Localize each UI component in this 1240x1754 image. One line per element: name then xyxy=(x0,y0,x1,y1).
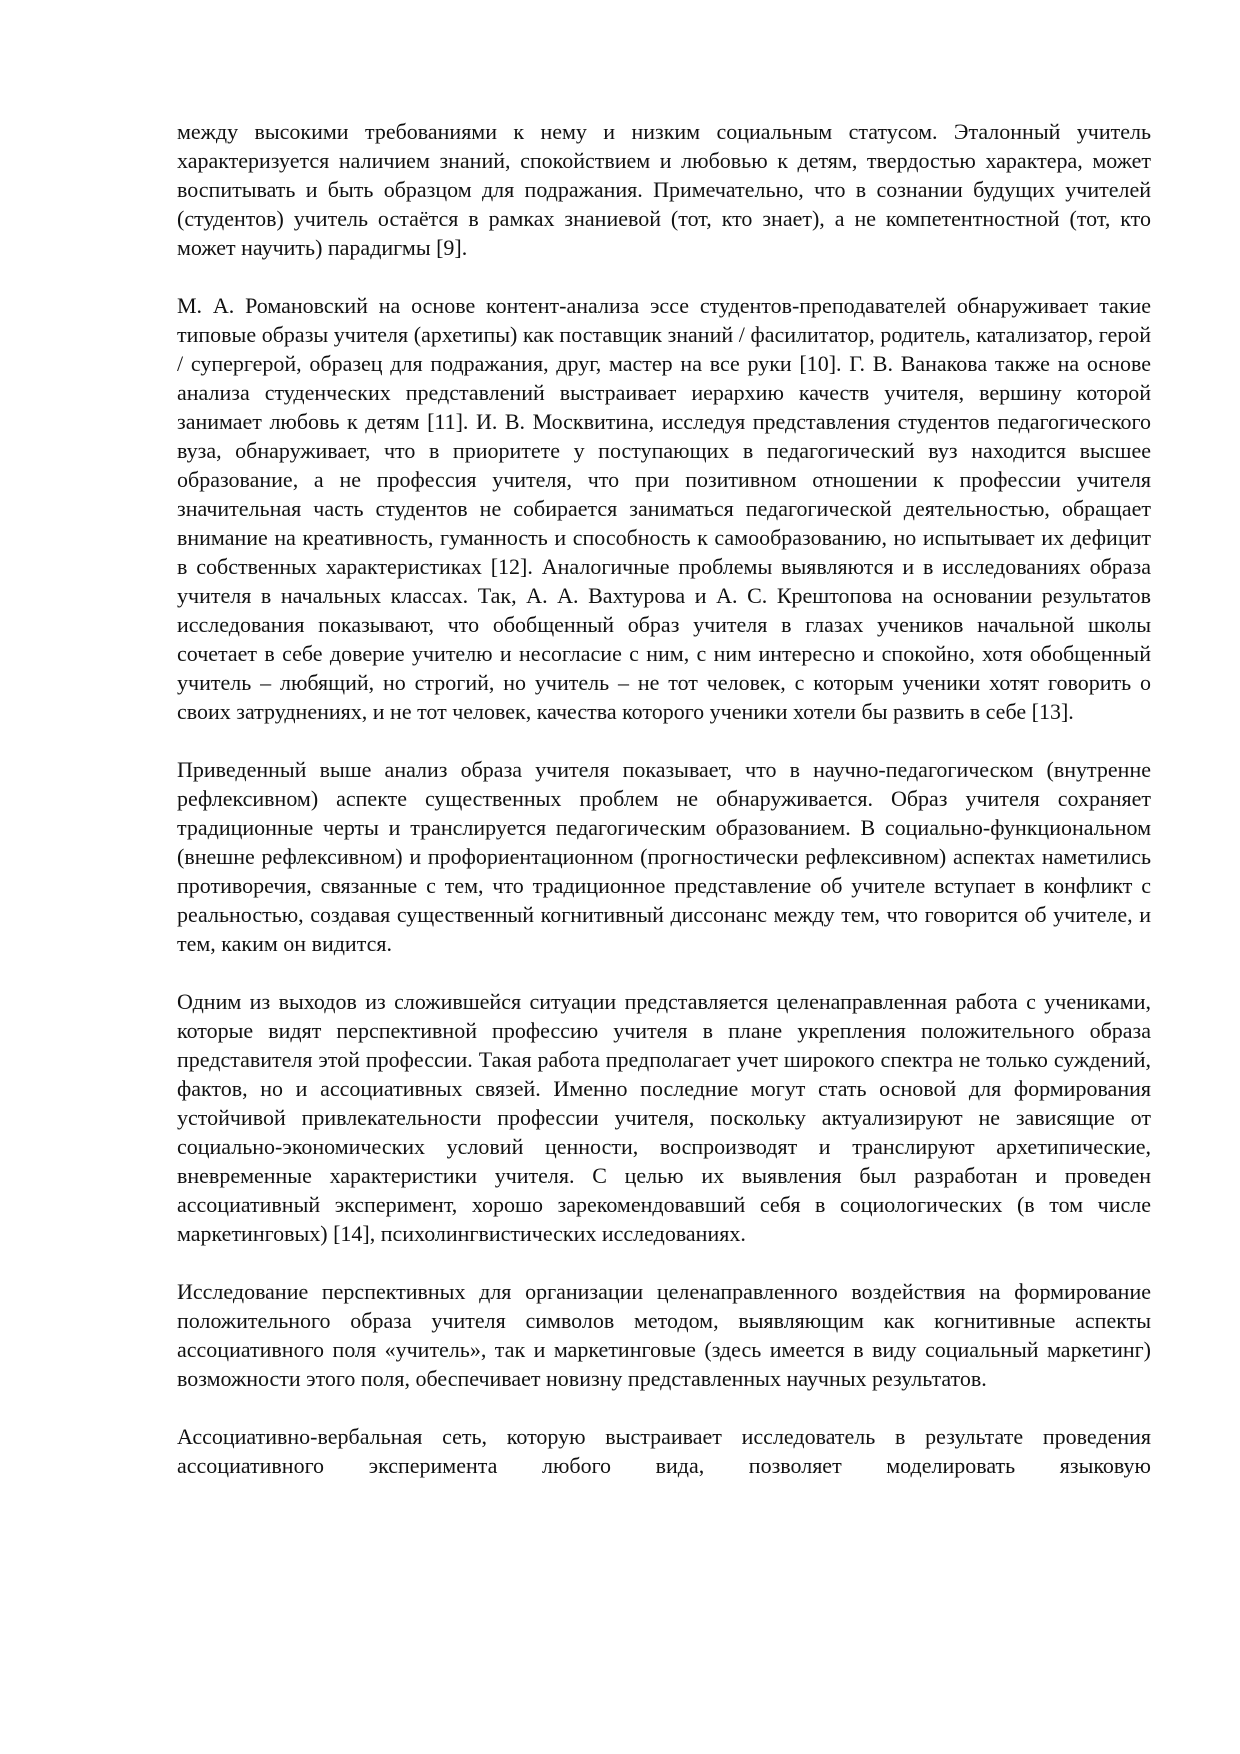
paragraph-5: Исследование перспективных для организации целенаправленного воздействия на формирование положительного образа учителя символов методом, выявляющим как когнитивные аспекты ассоциативного поля «учитель», так и маркетинговые (здесь имеется в виду социальный маркетинг) возможности этого поля, обеспечивает новизну представленных научных результатов. xyxy=(177,1279,1151,1391)
paragraph-2: М. А. Романовский на основе контент-анализа эссе студентов-преподавателей обнаруживает такие типовые образы учителя (архетипы) как поставщик знаний / фасилитатор, родитель, катализатор, герой / супергерой, образец для подражания, друг, мастер на все руки [10]. Г. В. Ванакова также на основе анализа студенческих представлений выстраивает иерархию качеств учителя, вершину которой занимает любовь к детям [11]. И. В. Москвитина, исследуя представления студентов педагогического вуза, обнаруживает, что в приоритете у поступающих в педагогический вуз находится высшее образование, а не профессия учителя, что при позитивном отношении к профессии учителя значительная часть студентов не собирается заниматься педагогической деятельностью, обращает внимание на креативность, гуманность и способность к самообразованию, но испытывает их дефицит в собственных характеристиках [12]. Аналогичные проблемы выявляются и в исследованиях образа учителя в начальных классах. Так, А. А. Вахтурова и А. С. Крештопова на основании результатов исследования показывают, что обобщенный образ учителя в глазах учеников начальной школы сочетает в себе доверие учителю и несогласие с ним, с ним интересно и спокойно, хотя обобщенный учитель – любящий, но строгий, но учитель – не тот человек, с которым ученики хотят говорить о своих затруднениях, и не тот человек, качества которого ученики хотели бы развить в себе [13]. xyxy=(177,293,1151,724)
document-page xyxy=(177,117,1151,1480)
paragraph-3: Приведенный выше анализ образа учителя показывает, что в научно-педагогическом (внутренне рефлексивном) аспекте существенных проблем не обнаруживается. Образ учителя сохраняет традиционные черты и транслируется педагогическим образованием. В социально-функциональном (внешне рефлексивном) и профориентационном (прогностически рефлексивном) аспектах наметились противоречия, связанные с тем, что традиционное представление об учителе вступает в конфликт с реальностью, создавая существенный когнитивный диссонанс между тем, что говорится об учителе, и тем, каким он видится. xyxy=(177,757,1151,956)
paragraph-4: Одним из выходов из сложившейся ситуации представляется целенаправленная работа с учениками, которые видят перспективной профессию учителя в плане укрепления положительного образа представителя этой профессии. Такая работа предполагает учет широкого спектра не только суждений, фактов, но и ассоциативных связей. Именно последние могут стать основой для формирования устойчивой привлекательности профессии учителя, поскольку актуализируют не зависящие от социально-экономических условий ценности, воспроизводят и транслируют архетипические, вневременные характеристики учителя. С целью их выявления был разработан и проведен ассоциативный эксперимент, хорошо зарекомендовавший себя в социологических (в том числе маркетинговых) [14], психолингвистических исследованиях. xyxy=(177,989,1151,1246)
paragraph-1: между высокими требованиями к нему и низким социальным статусом. Эталонный учитель характеризуется наличием знаний, спокойствием и любовью к детям, твердостью характера, может воспитывать и быть образцом для подражания. Примечательно, что в сознании будущих учителей (студентов) учитель остаётся в рамках знаниевой (тот, кто знает), а не компетентностной (тот, кто может научить) парадигмы [9]. xyxy=(177,119,1151,260)
paragraph-6: Ассоциативно-вербальная сеть, которую выстраивает исследователь в результате проведения ассоциативного эксперимента любого вида, позволяет моделировать языковую xyxy=(177,1424,1151,1478)
